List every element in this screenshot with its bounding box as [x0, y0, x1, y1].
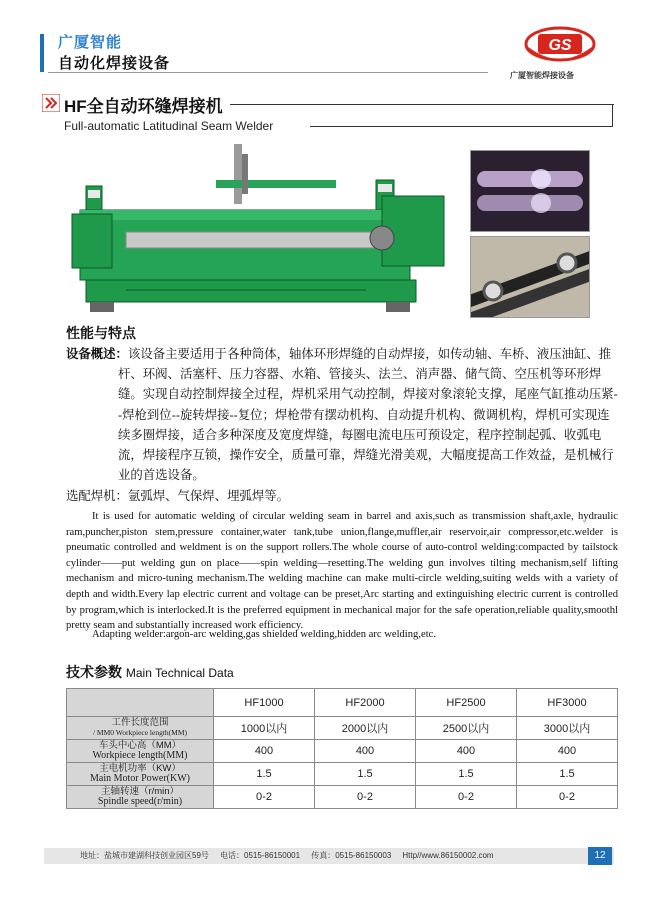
table-cell: 400	[416, 740, 517, 763]
table-cell: 400	[315, 740, 416, 763]
english-adapting: Adapting welder:argon-arc welding,gas shielded welding,hidden arc welding,etc.	[92, 629, 436, 640]
title-divider	[230, 104, 614, 105]
product-title-en: Full-automatic Latitudinal Seam Welder	[64, 119, 274, 133]
footer-phone: 电话：0515-86150001	[220, 851, 301, 860]
title-divider-end	[612, 104, 613, 126]
table-cell: 3000以内	[517, 717, 618, 740]
table-cell: 1.5	[416, 763, 517, 786]
param-label: 工件长度范围 / MM0 Workpiece length(MM)	[67, 717, 214, 740]
features-overview	[66, 344, 621, 485]
param-label: 主轴转速（r/min） Spindle speed(r/min)	[67, 786, 214, 809]
table-cell: 1.5	[315, 763, 416, 786]
table-cell: 2500以内	[416, 717, 517, 740]
welding-sample-photo-1	[470, 150, 590, 232]
table-cell: 1000以内	[214, 717, 315, 740]
table-corner	[67, 689, 214, 717]
welder-text: 氩弧焊、气保焊、埋弧焊等。	[127, 489, 290, 503]
tech-heading-en: Main Technical Data	[125, 666, 234, 680]
table-cell: 1.5	[517, 763, 618, 786]
footer-website[interactable]: Http//www.86150002.com	[402, 851, 494, 860]
table-cell: 400	[214, 740, 315, 763]
table-cell: 0-2	[315, 786, 416, 809]
english-paragraph: It is used for automatic welding of circular welding seam in barrel and axis,such as transmission shaft,axle, hydraulic ram,puncher,piston stem,pressure container,water tank,tube union,flange,muffler,air reservoir,air compressor,etc.welder is pneumatic controlled and weldment is on the support rollers.The whole course of auto-control welding:compacted by tailstock cylinder——put welding gun on place——spin welding—resetting.The welding gun involves tilting mechanism,self lifting mechanism and micro-tuning mechanism.The welding machine can make multi-circle welding,suiting welds with a variety of depth and width.Every lap electric current and voltage can be preset,Arc starting and extinguishing electric current is controlled by program,which is interlocked.It is the preferred equipment in mechanical major for the safe operation,reliable quality,smoothl pretty seam and substantially increased work efficiency.	[66, 511, 618, 632]
table-row	[67, 717, 618, 740]
english-description	[66, 509, 618, 634]
header-divider	[48, 72, 488, 73]
table-cell: 0-2	[517, 786, 618, 809]
table-row	[67, 763, 618, 786]
features-heading: 性能与特点	[66, 325, 136, 341]
page-number: 12	[588, 847, 612, 865]
brand-name: 广厦智能	[58, 34, 123, 51]
model-header: HF2000	[315, 689, 416, 717]
logo-caption: 广厦智能焊接设备	[510, 71, 574, 80]
param-label: 主电机功率（KW） Main Motor Power(KW)	[67, 763, 214, 786]
header-accent-bar	[40, 34, 44, 72]
logo-text: GS	[548, 37, 572, 54]
model-header: HF1000	[214, 689, 315, 717]
table-cell: 0-2	[214, 786, 315, 809]
table-cell: 400	[517, 740, 618, 763]
welder-options	[66, 486, 289, 504]
footer-fax: 传真：0515-86150003	[311, 851, 392, 860]
overview-label: 设备概述：	[66, 347, 128, 361]
welding-sample-photo-2	[470, 236, 590, 318]
model-header: HF3000	[517, 689, 618, 717]
table-row	[67, 786, 618, 809]
machine-photo	[66, 140, 456, 320]
table-cell: 1.5	[214, 763, 315, 786]
tech-table	[66, 688, 618, 809]
tech-heading	[66, 662, 234, 682]
title-divider-bottom	[310, 126, 613, 127]
table-cell: 2000以内	[315, 717, 416, 740]
section-name: 自动化焊接设备	[58, 55, 171, 72]
table-row	[67, 740, 618, 763]
footer-contact	[80, 850, 494, 861]
footer-address: 地址：盐城市建湖科技创业园区59号	[80, 851, 209, 860]
param-label: 车头中心高（MM） Workpiece length(MM)	[67, 740, 214, 763]
table-header-row	[67, 689, 618, 717]
overview-text: 该设备主要适用于各种筒体，轴体环形焊缝的自动焊接，如传动轴、车桥、液压油缸、推杆、环阀、活塞杆、压力容器、水箱、管接头、法兰、消声器、储气筒、空压机等环形焊缝。实现自动控制焊接全过程，焊机采用气动控制，焊接对象滚轮支撑，尾座气缸推动压紧--焊枪到位--旋转焊接--复位；焊枪带有摆动机构、自动提升机构、微调机构，焊机可实现连续多圈焊接，适合多种深度及宽度焊缝，每圈电流电压可预设定，程序控制起弧、收弧电流，焊接程序互锁，操作安全，质量可靠，焊缝光滑美观，大幅度提高工作效益，是机械行业的首选设备。	[118, 347, 618, 483]
tech-heading-cn: 技术参数	[66, 664, 122, 680]
product-title-cn: HF全自动环缝焊接机	[64, 97, 223, 116]
welder-label: 选配焊机：	[66, 489, 128, 503]
table-cell: 0-2	[416, 786, 517, 809]
double-chevron-icon	[42, 94, 60, 112]
model-header: HF2500	[416, 689, 517, 717]
